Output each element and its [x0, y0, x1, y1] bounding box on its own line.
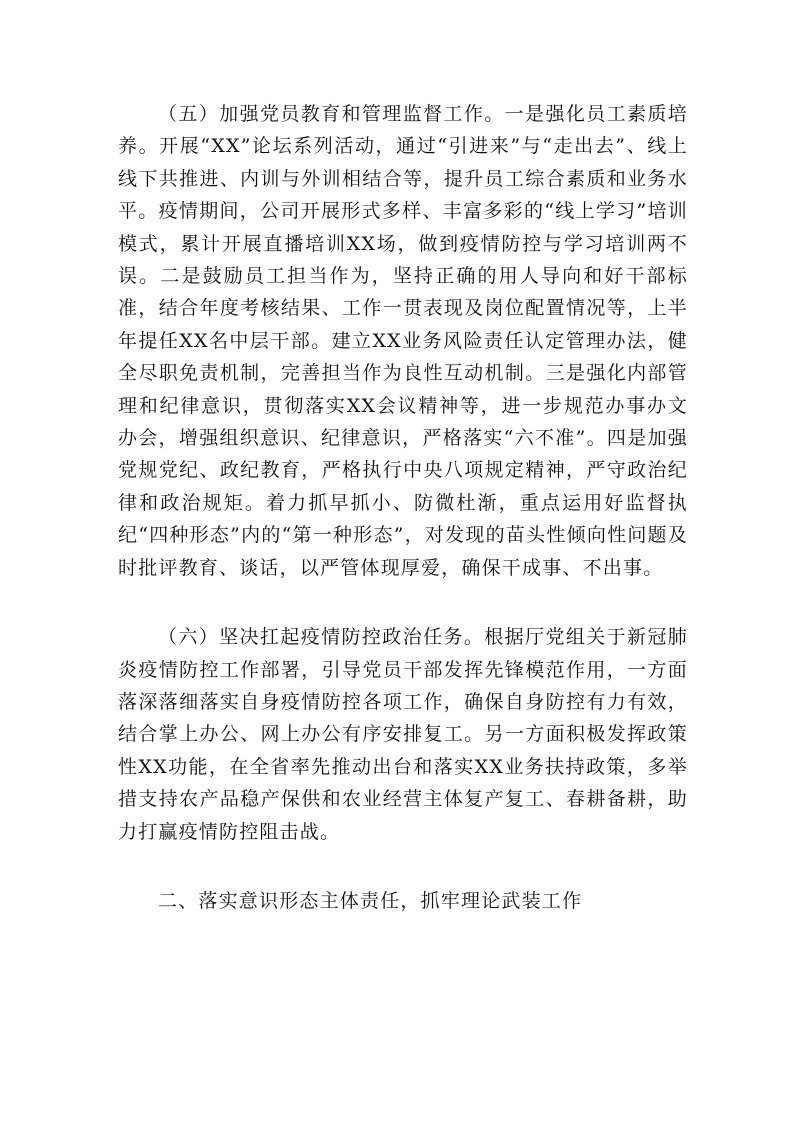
paragraph-section-6: （六）坚决扛起疫情防控政治任务。根据厅党组关于新冠肺炎疫情防控工作部署，引导党员干部发挥先锋模范作用，一方面落深落细落实自身疫情防控各项工作，确保自身防控有力有效，结合掌上办公、网上办公有序安排复工。另一方面积极发挥政策性XX功能，在全省率先推动出台和落实XX业务扶持政策，多举措支持农产品稳产保供和农业经营主体复产复工、春耕备耕，助力打赢疫情防控阻击战。 — [118, 626, 688, 843]
section-heading-2: 二、落实意识形态主体责任，抓牢理论武装工作 — [158, 889, 583, 912]
document-page — [118, 98, 688, 917]
paragraph-section-5: （五）加强党员教育和管理监督工作。一是强化员工素质培养。开展“XX”论坛系列活动，通过“引进来”与“走出去”、线上线下共推进、内训与外训相结合等，提升员工综合素质和业务水平。疫情期间，公司开展形式多样、丰富多彩的“线上学习”培训模式，累计开展直播培训XX场，做到疫情防控与学习培训两不误。二是鼓励员工担当作为，坚持正确的用人导向和好干部标准，结合年度考核结果、工作一贯表现及岗位配置情况等，上半年提任XX名中层干部。建立XX业务风险责任认定管理办法，健全尽职免责机制，完善担当作为良性互动机制。三是强化内部管理和纪律意识，贯彻落实XX会议精神等，进一步规范办事办文办会，增强组织意识、纪律意识，严格落实“六不准”。四是加强党规党纪、政纪教育，严格执行中央八项规定精神，严守政治纪律和政治规矩。着力抓早抓小、防微杜渐，重点运用好监督执纪“四种形态”内的“第一种形态”，对发现的苗头性倾向性问题及时批评教育、谈话，以严管体现厚爱，确保干成事、不出事。 — [118, 103, 688, 579]
